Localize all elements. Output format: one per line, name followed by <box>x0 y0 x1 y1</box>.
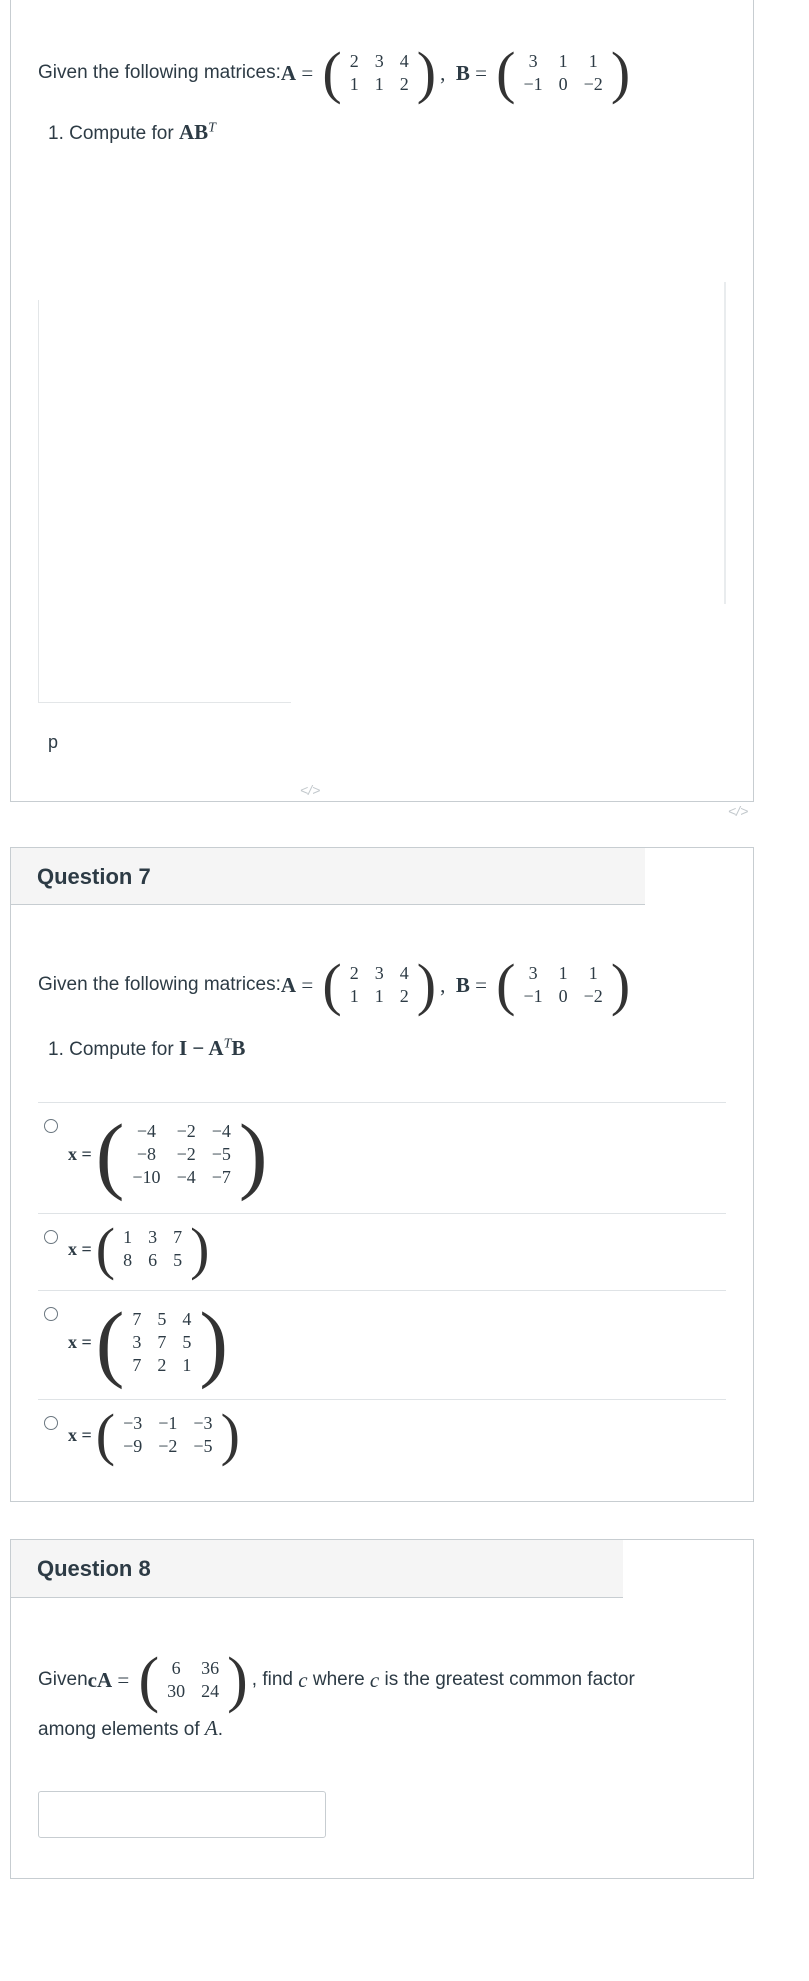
matrix-cell: 4 <box>182 1308 192 1329</box>
matrix-cell: −9 <box>123 1436 143 1456</box>
matrix-row <box>342 985 417 1008</box>
q6-part-text: 1. Compute for <box>48 123 179 144</box>
matrix-cell: −2 <box>176 1143 196 1164</box>
q7-part-expr-a: I − A <box>178 1036 224 1060</box>
matrix-cell: −4 <box>211 1120 231 1141</box>
option-3-matrix <box>95 1294 229 1390</box>
q6-part-expr: AB <box>178 120 209 144</box>
q8-prompt-line-2 <box>38 1716 223 1741</box>
q8-text-c: where <box>307 1669 370 1690</box>
q6-matrix-b-label: B <box>455 60 470 85</box>
right-paren: ) <box>199 1294 229 1390</box>
matrix-cell: −7 <box>211 1166 231 1187</box>
matrix-cell: 1 <box>374 74 384 94</box>
matrix-cell: 3 <box>374 963 384 983</box>
matrix-cell: −4 <box>176 1166 196 1187</box>
q6-equals-b: = <box>469 60 493 85</box>
matrix-cell: 3 <box>528 51 538 71</box>
matrix-row <box>342 50 417 73</box>
matrix-cell: 3 <box>132 1331 142 1352</box>
q8-a-italic: A <box>204 1716 218 1740</box>
q8-line2-text: among elements of <box>38 1719 205 1740</box>
matrix-row <box>516 73 611 96</box>
answer-option-1[interactable] <box>38 1103 726 1213</box>
matrix-cell: 4 <box>399 51 409 71</box>
matrix-cell: 5 <box>182 1331 192 1352</box>
right-paren: ) <box>610 952 631 1017</box>
matrix-cell: 1 <box>349 986 359 1006</box>
matrix-row <box>124 1308 199 1331</box>
x-label: x = <box>68 1424 92 1445</box>
q6-part-1 <box>48 120 216 145</box>
q8-eq: = <box>112 1667 135 1692</box>
q7-equals-b: = <box>469 972 493 997</box>
q7-comma: , <box>440 972 456 997</box>
answer-option-3[interactable] <box>38 1291 726 1399</box>
left-paren: ( <box>322 40 342 105</box>
q8-text-b: , find <box>251 1669 299 1690</box>
question-7-header <box>11 848 645 905</box>
option-4-matrix <box>95 1402 240 1467</box>
radio-button-1[interactable] <box>44 1119 58 1133</box>
matrix-cell: 1 <box>182 1354 192 1375</box>
matrix-cell: 1 <box>123 1227 133 1247</box>
right-paren: ) <box>238 1106 268 1202</box>
q6-matrix-a-label: A <box>280 60 297 85</box>
matrix-cell: −3 <box>123 1413 143 1433</box>
option-2-table <box>115 1226 190 1272</box>
option-4-table <box>115 1412 220 1458</box>
matrix-cell: 7 <box>157 1331 167 1352</box>
matrix-cell: 1 <box>588 51 598 71</box>
option-3-expr <box>68 1294 232 1390</box>
matrix-cell: 2 <box>349 51 359 71</box>
matrix-cell: 1 <box>374 986 384 1006</box>
q6-editor-char: p <box>48 732 59 752</box>
matrix-cell: −2 <box>158 1436 178 1456</box>
matrix-row <box>516 50 611 73</box>
option-1-matrix <box>95 1106 268 1202</box>
q7-part-1 <box>48 1036 245 1061</box>
question-8-title: Question 8 <box>37 1556 151 1581</box>
matrix-cell: −1 <box>158 1413 178 1433</box>
matrix-cell: 4 <box>399 963 409 983</box>
matrix-cell: −2 <box>176 1120 196 1141</box>
matrix-row <box>159 1680 227 1703</box>
matrix-cell: 2 <box>349 963 359 983</box>
matrix-cell: −8 <box>136 1143 157 1164</box>
matrix-cell: 7 <box>132 1308 142 1329</box>
matrix-row <box>159 1657 227 1680</box>
question-7-title: Question 7 <box>37 864 151 889</box>
left-paren: ( <box>496 952 516 1017</box>
left-paren: ( <box>95 1294 125 1390</box>
q6-matrix-a-table <box>342 50 417 96</box>
left-paren: ( <box>95 1216 116 1281</box>
matrix-cell: 30 <box>167 1681 186 1701</box>
matrix-cell: 1 <box>349 74 359 94</box>
right-paren: ) <box>190 1216 210 1281</box>
q6-editor-right-edge <box>724 282 726 604</box>
matrix-row <box>124 1143 238 1166</box>
q6-editor-area[interactable] <box>38 300 291 703</box>
q7-part-text: 1. Compute for <box>48 1039 179 1060</box>
q6-matrix-b <box>496 40 631 105</box>
matrix-cell: 3 <box>528 963 538 983</box>
option-4-expr <box>68 1402 244 1467</box>
matrix-row <box>115 1249 190 1272</box>
right-paren: ) <box>610 40 631 105</box>
x-label: x = <box>68 1331 92 1352</box>
matrix-cell: 5 <box>157 1308 167 1329</box>
option-2-matrix <box>95 1216 210 1281</box>
q8-matrix-table <box>159 1657 227 1703</box>
matrix-cell: 1 <box>588 963 598 983</box>
matrix-row <box>342 962 417 985</box>
q6-matrix-a <box>322 40 437 105</box>
q6-prompt-text: Given the following matrices: <box>38 62 281 83</box>
matrix-row <box>342 73 417 96</box>
radio-button-2[interactable] <box>44 1230 58 1244</box>
matrix-cell: 8 <box>123 1250 133 1270</box>
matrix-cell: 0 <box>558 986 568 1006</box>
q6-prompt <box>38 38 634 108</box>
q7-matrix-b-table <box>516 962 611 1008</box>
radio-button-3[interactable] <box>44 1307 58 1321</box>
right-paren: ) <box>416 952 437 1017</box>
q6-equals-a: = <box>296 60 319 85</box>
html-editor-toggle-icon[interactable]: </> <box>300 782 321 798</box>
q7-equals-a: = <box>296 972 319 997</box>
matrix-cell: 2 <box>399 986 409 1006</box>
matrix-cell: 1 <box>558 963 568 983</box>
answer-option-2[interactable] <box>38 1214 726 1290</box>
q7-prompt <box>38 950 634 1020</box>
q7-matrix-a <box>322 952 437 1017</box>
matrix-cell: 0 <box>558 74 568 94</box>
question-8-header <box>11 1540 623 1598</box>
matrix-cell: 1 <box>558 51 568 71</box>
matrix-row <box>516 962 611 985</box>
matrix-cell: 6 <box>148 1250 158 1270</box>
q6-matrix-b-table <box>516 50 611 96</box>
q7-prompt-text: Given the following matrices: <box>38 974 281 995</box>
q8-c-1: c <box>298 1667 308 1692</box>
matrix-cell: 7 <box>132 1354 142 1375</box>
matrix-row <box>115 1226 190 1249</box>
q6-part-sup: T <box>208 120 216 136</box>
matrix-cell: −2 <box>583 986 603 1006</box>
matrix-cell: −4 <box>136 1120 157 1141</box>
matrix-cell: 2 <box>399 74 409 94</box>
matrix-cell: −1 <box>523 74 543 94</box>
matrix-cell: 6 <box>171 1658 181 1678</box>
matrix-cell: 5 <box>173 1250 183 1270</box>
matrix-cell: −3 <box>193 1413 213 1433</box>
x-label: x = <box>68 1238 92 1259</box>
matrix-cell: −2 <box>583 74 603 94</box>
editor-toggle-icon-right[interactable]: </> <box>728 803 749 819</box>
matrix-row <box>115 1412 220 1435</box>
q7-matrix-a-table <box>342 962 417 1008</box>
matrix-row <box>124 1120 238 1143</box>
left-paren: ( <box>95 1402 116 1467</box>
matrix-cell: 7 <box>173 1227 183 1247</box>
right-paren: ) <box>416 40 437 105</box>
left-paren: ( <box>322 952 342 1017</box>
x-label: x = <box>68 1143 92 1164</box>
radio-button-4[interactable] <box>44 1416 58 1430</box>
matrix-cell: 3 <box>148 1227 158 1247</box>
q8-text-a: Given <box>38 1669 88 1690</box>
right-paren: ) <box>227 1646 248 1714</box>
answer-option-4[interactable] <box>38 1400 726 1476</box>
q7-matrix-b-label: B <box>455 972 470 997</box>
option-2-expr <box>68 1216 213 1281</box>
option-1-expr <box>68 1106 272 1202</box>
matrix-row <box>124 1331 199 1354</box>
left-paren: ( <box>138 1646 160 1714</box>
q8-answer-input[interactable] <box>38 1791 326 1838</box>
q8-matrix <box>138 1646 248 1714</box>
matrix-cell: 2 <box>157 1354 167 1375</box>
matrix-cell: 3 <box>374 51 384 71</box>
matrix-row <box>115 1435 220 1458</box>
matrix-cell: −10 <box>132 1166 161 1187</box>
q7-part-sup: T <box>223 1036 232 1052</box>
q6-comma: , <box>440 60 456 85</box>
q7-matrix-a-label: A <box>280 972 297 997</box>
q7-part-expr-b: B <box>231 1036 246 1060</box>
q8-prompt-line-1 <box>38 1645 635 1715</box>
q8-period: . <box>217 1719 223 1740</box>
right-paren: ) <box>220 1402 240 1467</box>
matrix-row <box>124 1166 238 1189</box>
matrix-cell: −1 <box>523 986 543 1006</box>
option-1-table <box>124 1120 238 1189</box>
matrix-cell: −5 <box>211 1143 231 1164</box>
q8-ca: cA <box>87 1667 113 1692</box>
left-paren: ( <box>496 40 516 105</box>
matrix-cell: 36 <box>201 1658 220 1678</box>
matrix-row <box>124 1354 199 1377</box>
matrix-cell: −5 <box>193 1436 213 1456</box>
q7-matrix-b <box>496 952 631 1017</box>
q8-c-2: c <box>369 1667 380 1692</box>
matrix-cell: 24 <box>201 1681 220 1701</box>
left-paren: ( <box>95 1106 125 1202</box>
q8-text-d: is the greatest common factor <box>379 1669 635 1690</box>
matrix-row <box>516 985 611 1008</box>
option-3-table <box>124 1308 199 1377</box>
